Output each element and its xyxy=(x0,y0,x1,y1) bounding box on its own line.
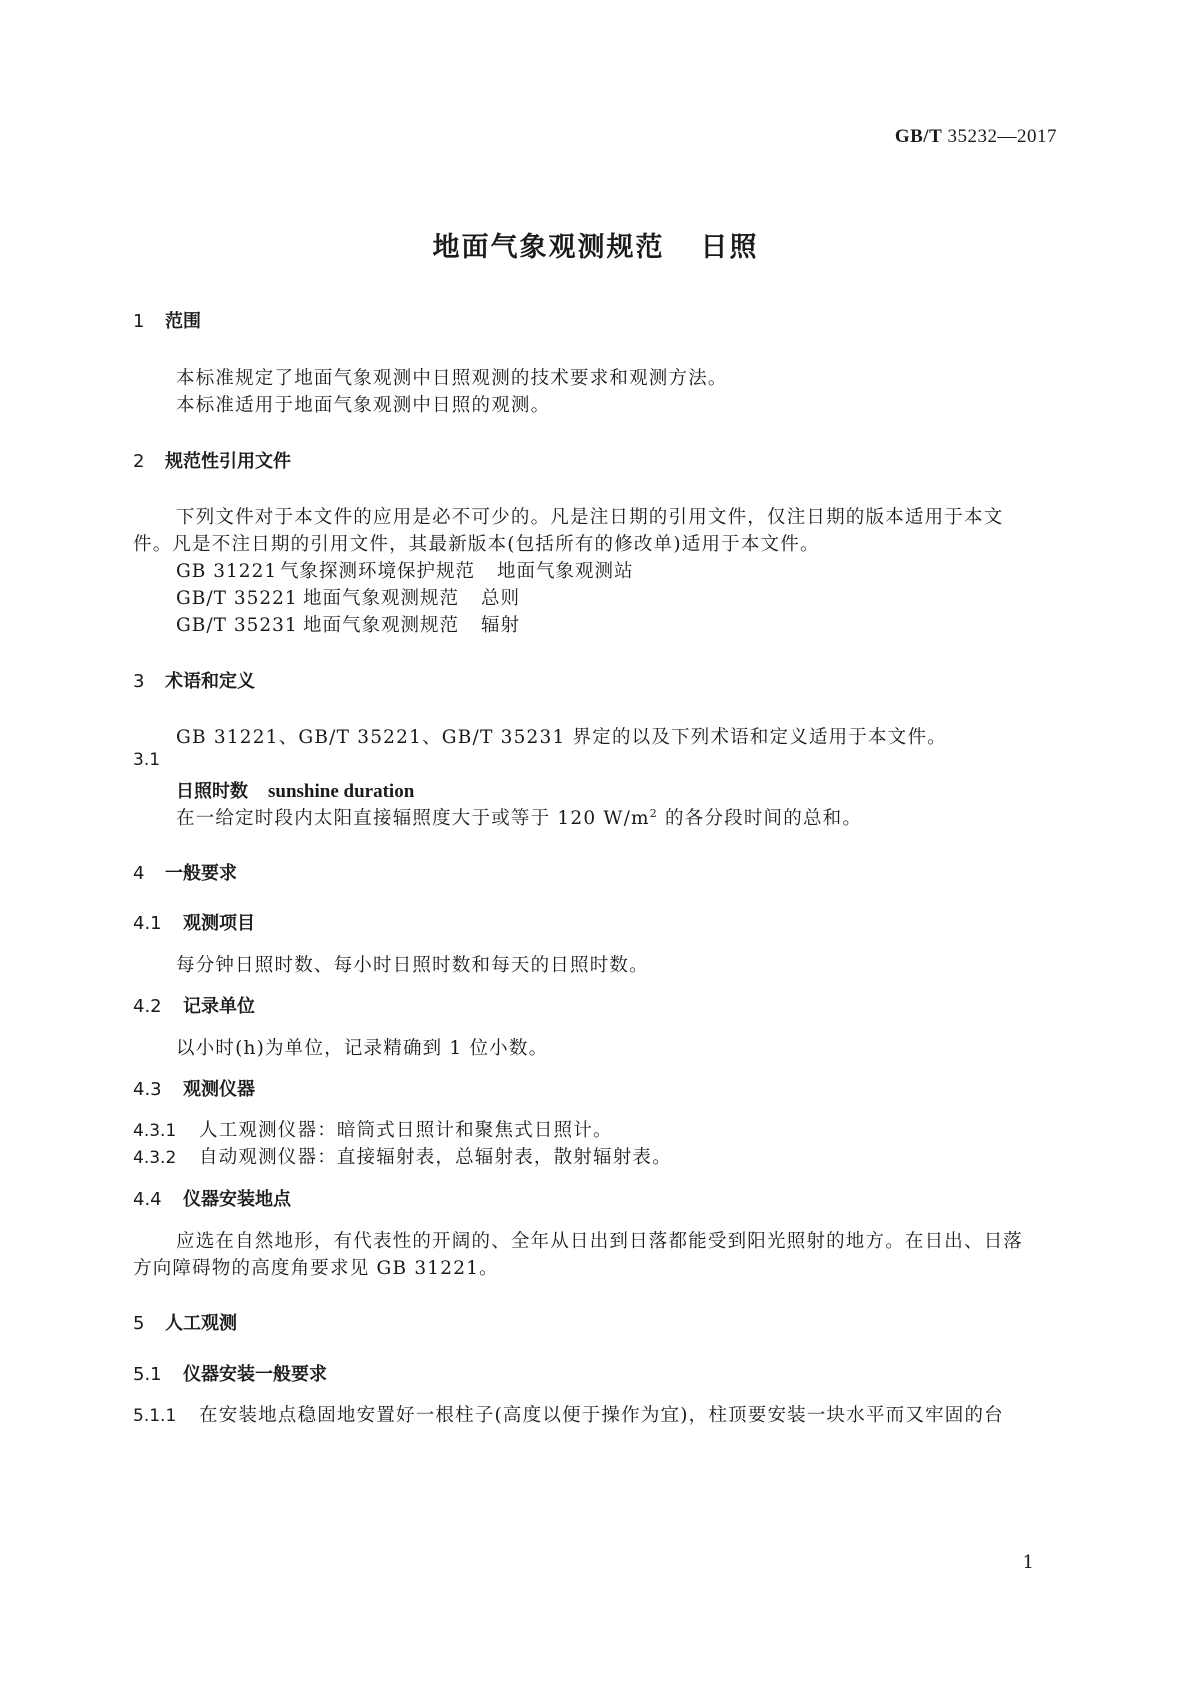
subsection-title: 记录单位 xyxy=(183,996,255,1017)
reference-code: GB/T 35221 xyxy=(176,588,298,609)
reference-title: 气象探测环境保护规范 xyxy=(280,561,476,582)
subsection-4-4-paragraph-line-1: 应选在自然地形，有代表性的开阔的、全年从日出到日落都能受到阳光照射的地方。在日出、日落 xyxy=(176,1231,1024,1252)
term-english: sunshine duration xyxy=(268,781,415,802)
term-chinese: 日照时数 xyxy=(176,781,248,802)
standard-code xyxy=(895,126,1057,148)
reference-code: GB 31221 xyxy=(176,561,278,582)
subsection-4-2-heading xyxy=(133,992,255,1018)
title-main: 地面气象观测规范 xyxy=(432,232,665,263)
section-title: 术语和定义 xyxy=(165,671,255,692)
section-1-heading xyxy=(133,307,201,333)
page-number: 1 xyxy=(1022,1552,1034,1573)
subsection-5-1-heading xyxy=(133,1360,327,1386)
section-number: 4 xyxy=(133,863,145,884)
section-title: 人工观测 xyxy=(165,1313,237,1334)
subsection-title: 观测项目 xyxy=(183,913,255,934)
subsection-title: 观测仪器 xyxy=(183,1079,255,1100)
section-3-heading xyxy=(133,667,255,693)
subsection-4-3-heading xyxy=(133,1075,255,1101)
reference-title: 地面气象观测规范 xyxy=(303,588,460,609)
reference-item xyxy=(176,584,520,610)
clause-4-3-2 xyxy=(133,1143,672,1169)
standard-code-prefix: GB/T xyxy=(894,126,943,147)
section-2-paragraph-line-1: 下列文件对于本文件的应用是必不可少的。凡是注日期的引用文件，仅注日期的版本适用于本文 xyxy=(176,507,1004,528)
subsection-4-1-heading xyxy=(133,909,255,935)
reference-item xyxy=(176,557,634,583)
definition-text-end: 的各分段时间的总和。 xyxy=(657,808,863,829)
subsection-number: 4.1 xyxy=(133,913,162,934)
section-4-heading xyxy=(133,859,237,885)
section-title: 范围 xyxy=(165,311,201,332)
term-number: 3.1 xyxy=(133,750,161,770)
subsection-number: 4.3 xyxy=(133,1079,162,1100)
subsection-title: 仪器安装一般要求 xyxy=(183,1364,327,1385)
clause-number: 5.1.1 xyxy=(133,1406,177,1426)
subsection-number: 5.1 xyxy=(133,1364,162,1385)
clause-number: 4.3.1 xyxy=(133,1121,177,1141)
reference-subtitle: 辐射 xyxy=(481,615,521,636)
subsection-number: 4.4 xyxy=(133,1189,162,1210)
clause-4-3-1 xyxy=(133,1116,613,1142)
clause-text: 在安装地点稳固地安置好一根柱子(高度以便于操作为宜)，柱顶要安装一块水平而又牢固的台 xyxy=(199,1405,1004,1426)
section-number: 2 xyxy=(133,451,145,472)
definition-text: 在一给定时段内太阳直接辐照度大于或等于 120 W/m xyxy=(176,808,650,829)
clause-text: 自动观测仪器：直接辐射表，总辐射表，散射辐射表。 xyxy=(199,1147,672,1168)
term-entry xyxy=(176,777,414,803)
clause-number: 4.3.2 xyxy=(133,1148,177,1168)
section-title: 一般要求 xyxy=(165,863,237,884)
title-sub: 日照 xyxy=(700,232,759,263)
section-number: 5 xyxy=(133,1313,145,1334)
section-2-paragraph-line-2: 件。凡是不注日期的引用文件，其最新版本(包括所有的修改单)适用于本文件。 xyxy=(133,534,820,555)
section-number: 3 xyxy=(133,671,145,692)
section-1-paragraph-2: 本标准适用于地面气象观测中日照的观测。 xyxy=(176,395,551,416)
section-2-heading xyxy=(133,447,291,473)
definition-superscript: 2 xyxy=(649,806,658,820)
term-definition xyxy=(176,804,862,830)
document-title xyxy=(0,225,1191,264)
section-1-paragraph-1: 本标准规定了地面气象观测中日照观测的技术要求和观测方法。 xyxy=(176,368,728,389)
reference-subtitle: 总则 xyxy=(481,588,521,609)
subsection-4-2-paragraph: 以小时(h)为单位，记录精确到 1 位小数。 xyxy=(176,1038,549,1059)
subsection-number: 4.2 xyxy=(133,996,162,1017)
section-3-paragraph: GB 31221、GB/T 35221、GB/T 35231 界定的以及下列术语和定义适用于本文件。 xyxy=(176,727,947,748)
section-title: 规范性引用文件 xyxy=(165,451,291,472)
reference-item xyxy=(176,611,520,637)
subsection-4-4-heading xyxy=(133,1185,291,1211)
reference-subtitle: 地面气象观测站 xyxy=(497,561,634,582)
reference-title: 地面气象观测规范 xyxy=(303,615,460,636)
subsection-title: 仪器安装地点 xyxy=(183,1189,291,1210)
section-number: 1 xyxy=(133,311,145,332)
clause-text: 人工观测仪器：暗筒式日照计和聚焦式日照计。 xyxy=(199,1120,613,1141)
section-5-heading xyxy=(133,1309,237,1335)
subsection-4-4-paragraph-line-2: 方向障碍物的高度角要求见 GB 31221。 xyxy=(133,1258,499,1279)
standard-code-number: 35232—2017 xyxy=(942,126,1057,147)
clause-5-1-1 xyxy=(133,1401,1004,1427)
subsection-4-1-paragraph: 每分钟日照时数、每小时日照时数和每天的日照时数。 xyxy=(176,955,649,976)
reference-code: GB/T 35231 xyxy=(176,615,298,636)
